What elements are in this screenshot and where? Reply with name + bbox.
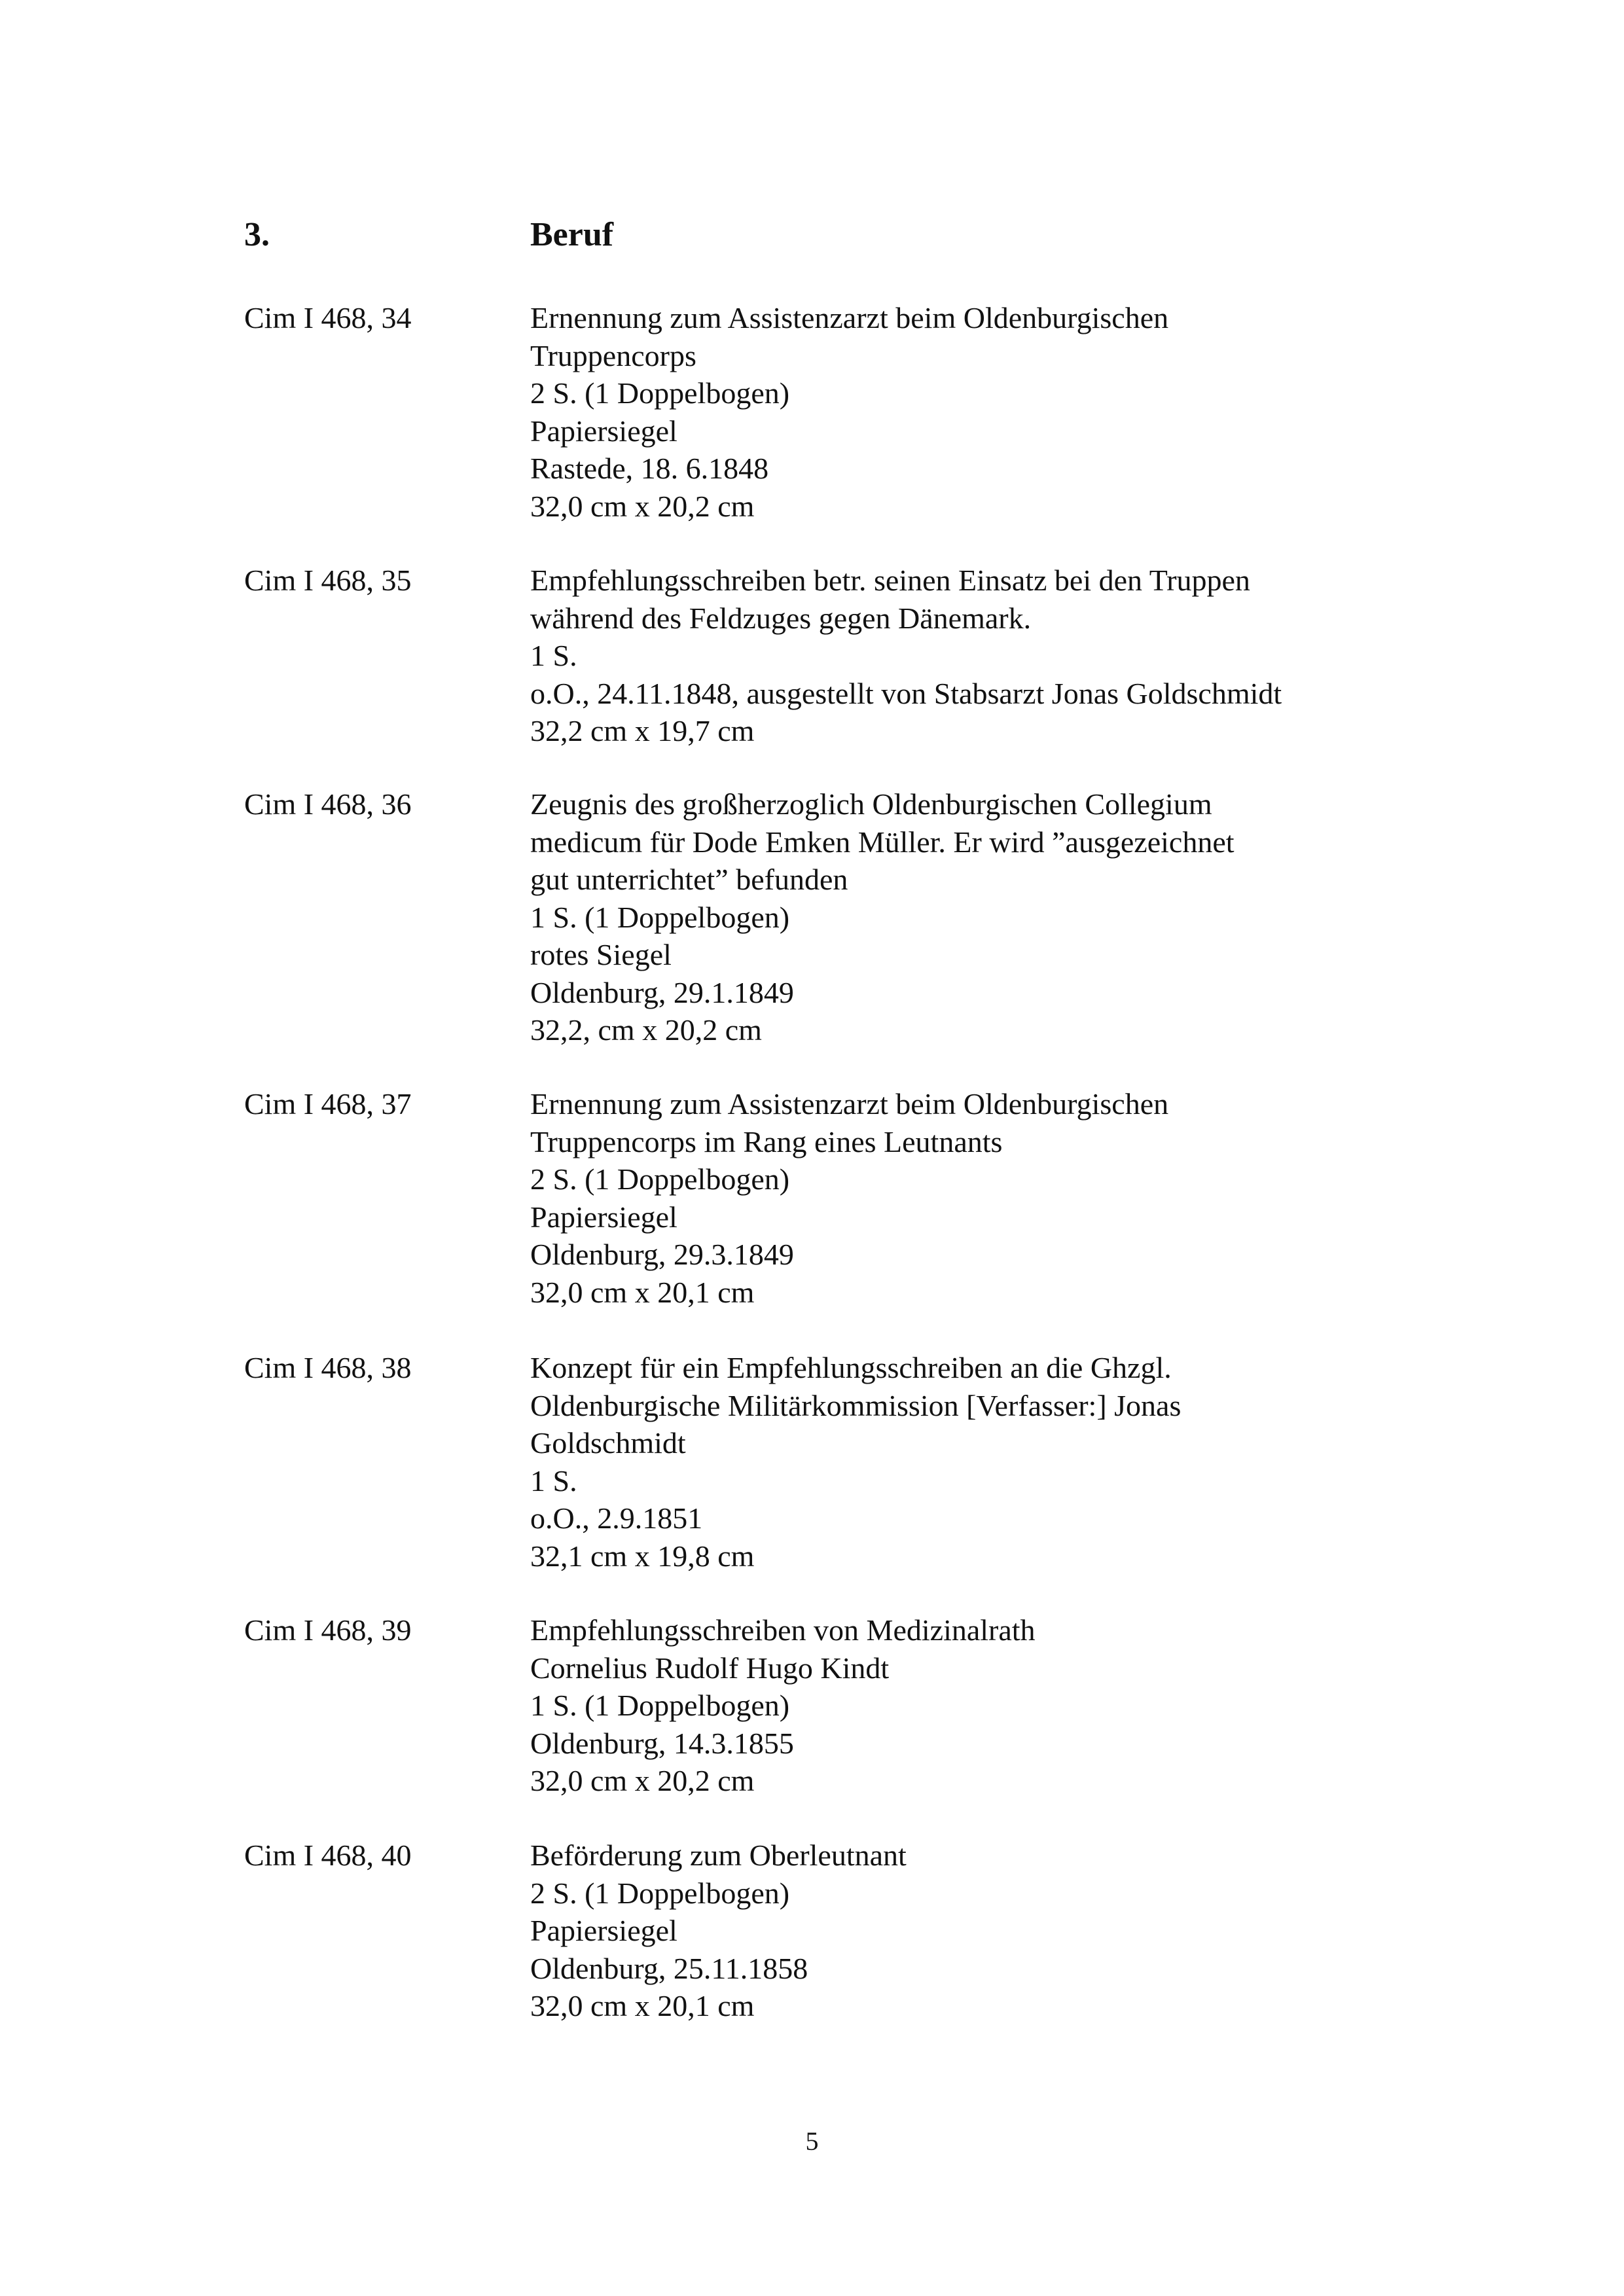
entry-description bbox=[530, 299, 1168, 525]
entry-line: 2 S. (1 Doppelbogen) bbox=[530, 376, 790, 410]
entry-line: 32,2, cm x 20,2 cm bbox=[530, 1013, 762, 1047]
entry-line: Papiersiegel bbox=[530, 1200, 677, 1234]
entry-description bbox=[530, 1349, 1181, 1575]
entry-description bbox=[530, 1085, 1168, 1311]
entry-line: 1 S. bbox=[530, 639, 577, 672]
entry-description bbox=[530, 1611, 1036, 1800]
entry-line: 2 S. (1 Doppelbogen) bbox=[530, 1162, 790, 1196]
entry-line: Oldenburg, 29.1.1849 bbox=[530, 975, 794, 1009]
entry-line: Ernennung zum Assistenzarzt beim Oldenburgischen bbox=[530, 1087, 1169, 1121]
entry-signature: Cim I 468, 35 bbox=[244, 564, 412, 597]
entry-line: Empfehlungsschreiben von Medizinalrath bbox=[530, 1613, 1036, 1647]
entry-line: 2 S. (1 Doppelbogen) bbox=[530, 1876, 790, 1910]
entry-description bbox=[530, 562, 1282, 750]
page-number: 5 bbox=[805, 2126, 819, 2156]
entry-line: Ernennung zum Assistenzarzt beim Oldenburgischen bbox=[530, 301, 1169, 334]
entry-signature: Cim I 468, 40 bbox=[244, 1839, 412, 1872]
entry-line: Papiersiegel bbox=[530, 414, 677, 448]
entry-line: o.O., 2.9.1851 bbox=[530, 1501, 703, 1535]
entry-line: 32,2 cm x 19,7 cm bbox=[530, 714, 755, 747]
entry-signature: Cim I 468, 34 bbox=[244, 301, 412, 334]
entry-line: 32,0 cm x 20,2 cm bbox=[530, 1764, 755, 1797]
entry-signature: Cim I 468, 36 bbox=[244, 787, 412, 821]
entry-line: Oldenburg, 14.3.1855 bbox=[530, 1726, 794, 1760]
entry-line: Empfehlungsschreiben betr. seinen Einsatz bei den Truppen bbox=[530, 564, 1250, 597]
section-number: 3. bbox=[244, 216, 270, 253]
entry-line: o.O., 24.11.1848, ausgestellt von Stabsarzt Jonas Goldschmidt bbox=[530, 676, 1282, 710]
entry-line: Oldenburg, 25.11.1858 bbox=[530, 1951, 808, 1985]
entry-line: 1 S. (1 Doppelbogen) bbox=[530, 900, 790, 934]
entry-line: Goldschmidt bbox=[530, 1426, 686, 1460]
entry-line: 32,0 cm x 20,1 cm bbox=[530, 1989, 755, 2022]
entry-signature: Cim I 468, 37 bbox=[244, 1087, 412, 1121]
entry-description bbox=[530, 1837, 907, 2025]
entry-signature: Cim I 468, 39 bbox=[244, 1613, 412, 1647]
entry-line: Konzept für ein Empfehlungsschreiben an die Ghzgl. bbox=[530, 1351, 1172, 1384]
entry-line: Oldenburgische Militärkommission [Verfasser:] Jonas bbox=[530, 1388, 1182, 1422]
entry-line: Beförderung zum Oberleutnant bbox=[530, 1839, 907, 1872]
entry-line: medicum für Dode Emken Müller. Er wird ”ausgezeichnet bbox=[530, 825, 1235, 859]
entry-line: während des Feldzuges gegen Dänemark. bbox=[530, 601, 1032, 635]
entry-description bbox=[530, 785, 1235, 1049]
entry-line: Papiersiegel bbox=[530, 1914, 677, 1947]
section-title: Beruf bbox=[530, 216, 614, 253]
entry-line: Truppencorps im Rang eines Leutnants bbox=[530, 1124, 1003, 1158]
entry-signature: Cim I 468, 38 bbox=[244, 1351, 412, 1384]
entry-line: rotes Siegel bbox=[530, 938, 672, 971]
entry-line: 32,0 cm x 20,2 cm bbox=[530, 489, 755, 523]
entry-line: 1 S. (1 Doppelbogen) bbox=[530, 1689, 790, 1722]
entry-line: Zeugnis des großherzoglich Oldenburgischen Collegium bbox=[530, 787, 1212, 821]
entry-line: 1 S. bbox=[530, 1463, 577, 1498]
entry-line: 32,0 cm x 20,1 cm bbox=[530, 1275, 755, 1309]
entry-line: Truppencorps bbox=[530, 338, 696, 372]
entry-line: Rastede, 18. 6.1848 bbox=[530, 452, 769, 485]
entry-line: Oldenburg, 29.3.1849 bbox=[530, 1238, 794, 1271]
entry-line: Cornelius Rudolf Hugo Kindt bbox=[530, 1651, 890, 1685]
entry-line: gut unterrichtet” befunden bbox=[530, 863, 848, 896]
entry-line: 32,1 cm x 19,8 cm bbox=[530, 1539, 755, 1573]
